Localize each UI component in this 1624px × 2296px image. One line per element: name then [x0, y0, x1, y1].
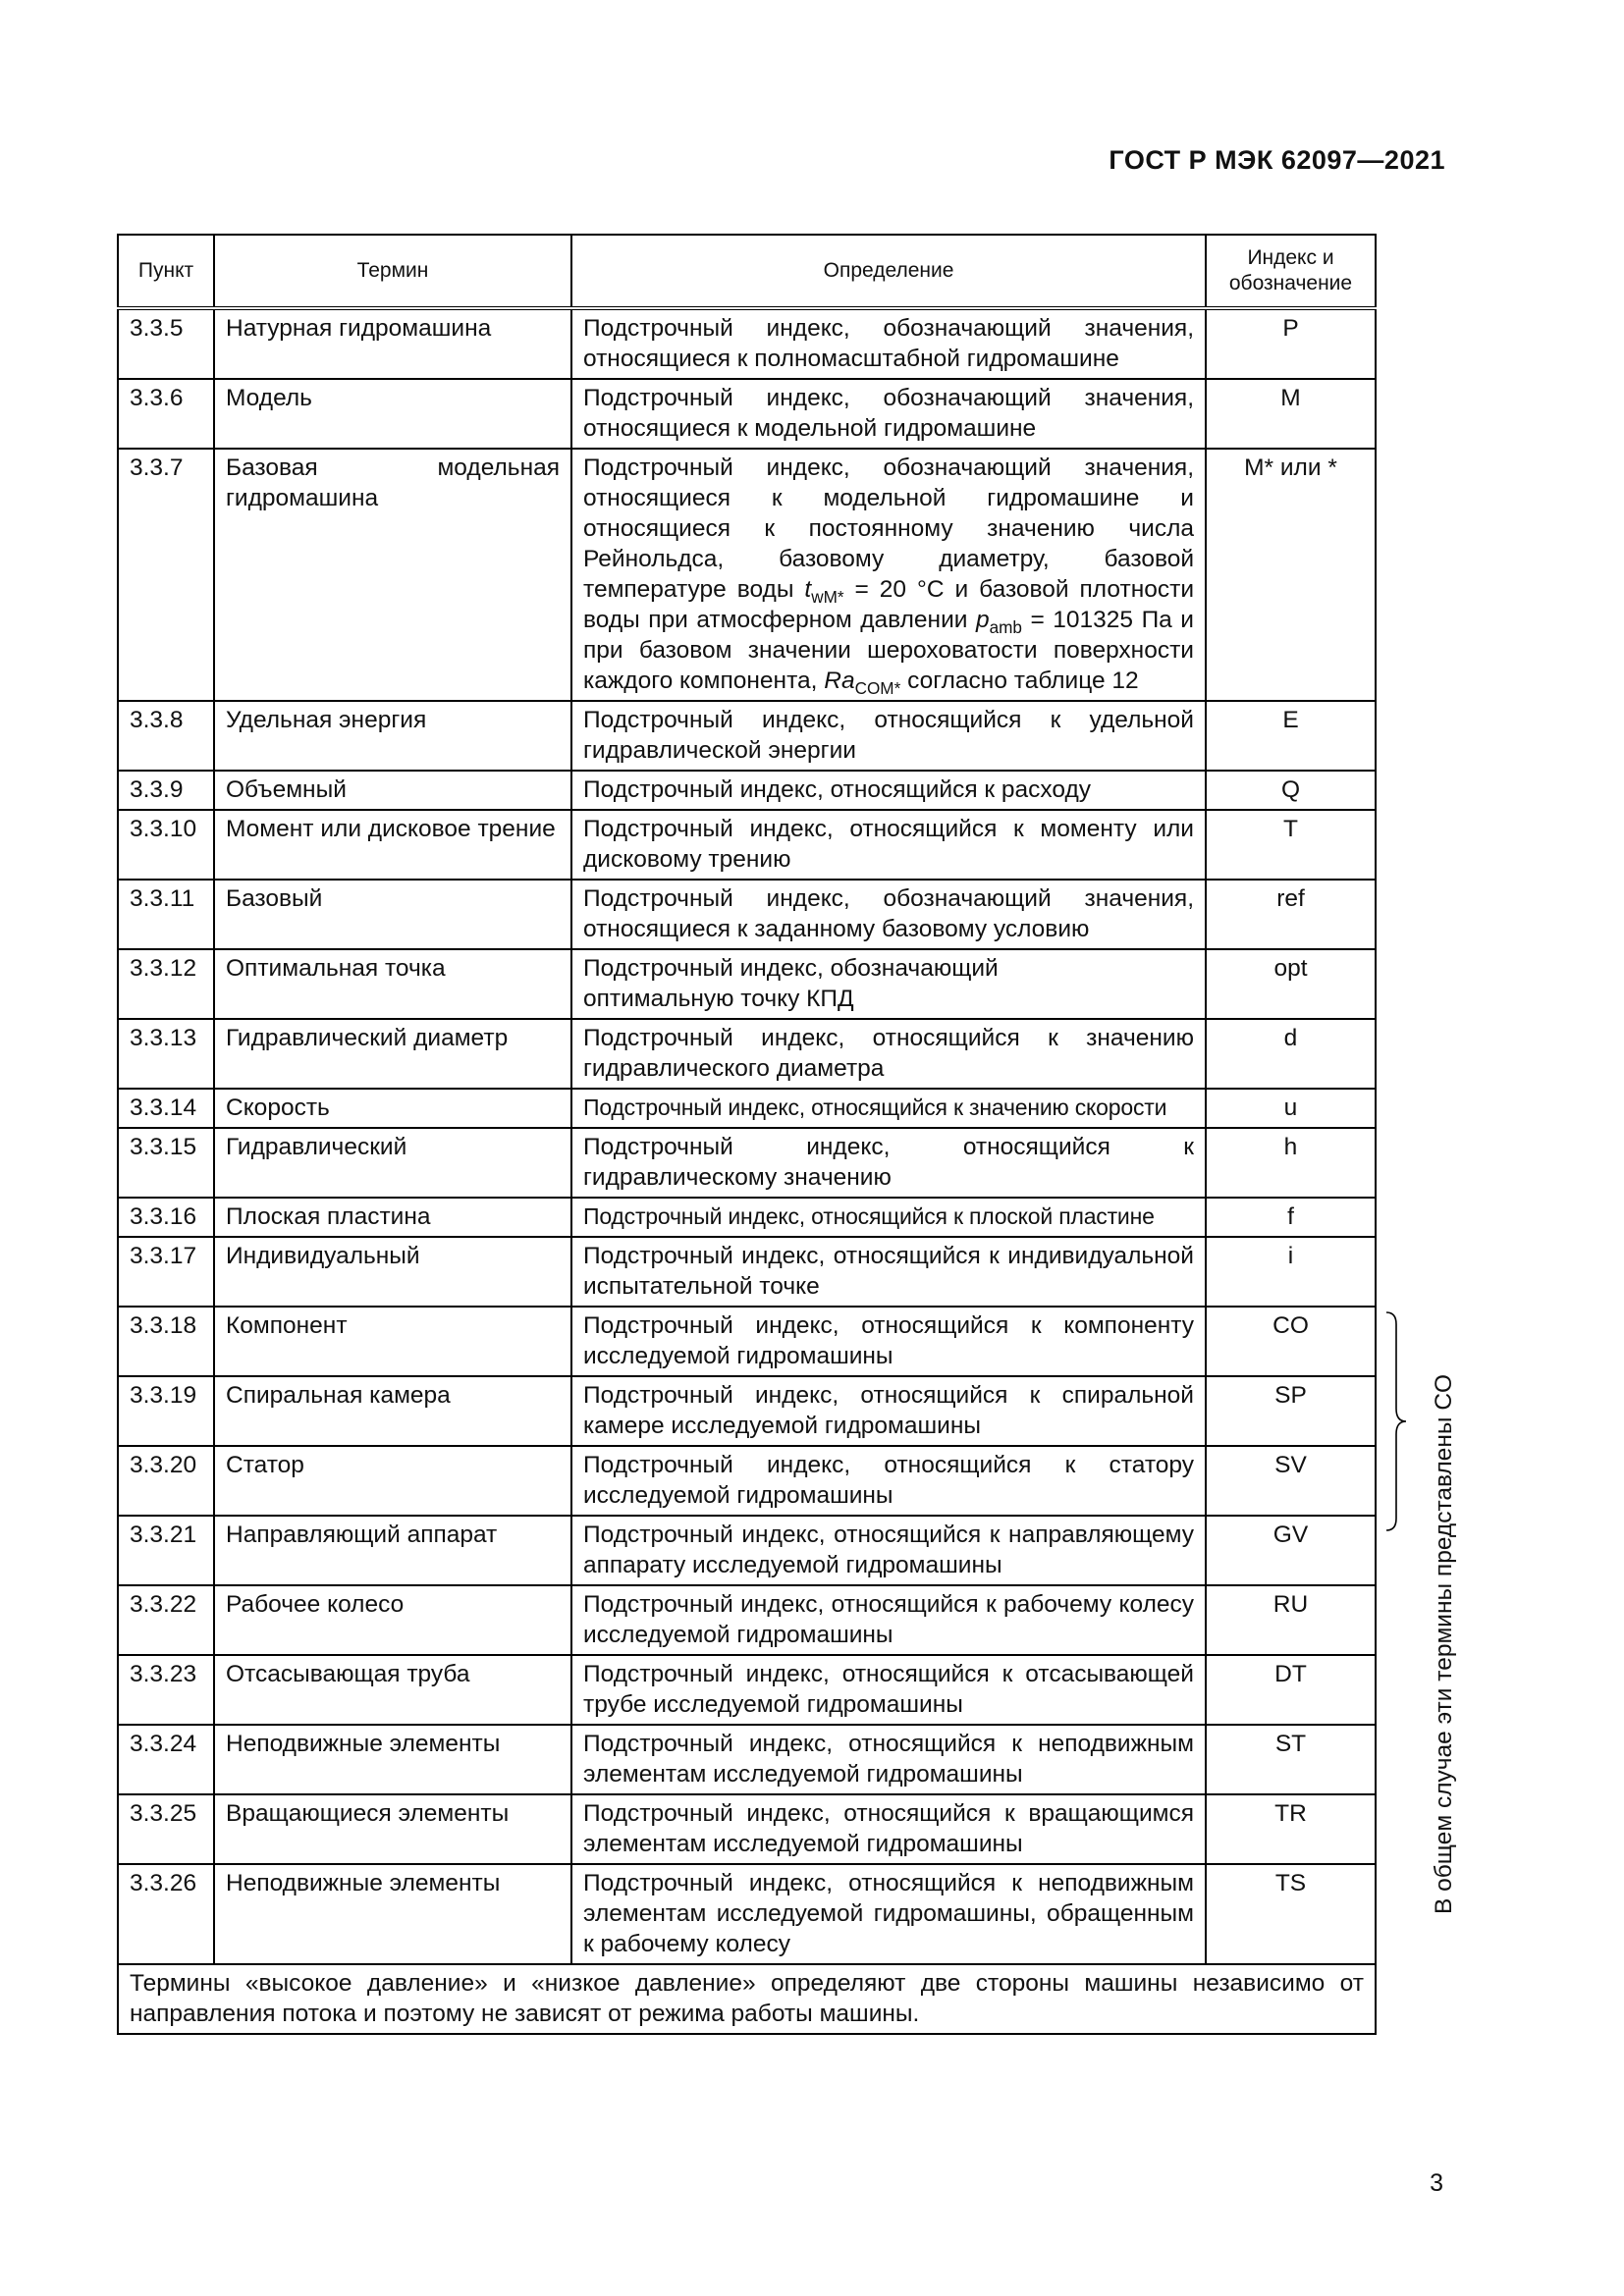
symbol-cell: CO	[1206, 1307, 1376, 1376]
definition-cell: Подстрочный индекс, относящийся к удельной гидравлической энергии	[571, 701, 1206, 771]
terms-table	[117, 234, 1377, 2035]
symbol-cell: TR	[1206, 1794, 1376, 1864]
symbol-cell: RU	[1206, 1585, 1376, 1655]
table-row	[118, 1307, 1376, 1376]
item-number: 3.3.14	[118, 1089, 214, 1128]
item-number: 3.3.15	[118, 1128, 214, 1198]
item-number: 3.3.6	[118, 379, 214, 449]
table-footnote: Термины «высокое давление» и «низкое давление» определяют две стороны машины независимо от направления потока и поэтому не зависят от режима работы машины.	[118, 1964, 1376, 2034]
roughness-subscript: COM*	[854, 678, 901, 698]
roughness-symbol: Ra	[824, 667, 855, 694]
table-row	[118, 1794, 1376, 1864]
table-row	[118, 449, 1376, 701]
definition-cell: Подстрочный индекс, относящийся к неподвижным элементам исследуемой гидромашины, обращенным к рабочему колесу	[571, 1864, 1206, 1964]
symbol-cell: opt	[1206, 949, 1376, 1019]
symbol-cell: d	[1206, 1019, 1376, 1089]
symbol-cell: TS	[1206, 1864, 1376, 1964]
definition-cell: Подстрочный индекс, относящийся к отсасывающей трубе исследуемой гидромашины	[571, 1655, 1206, 1725]
definition-text: = 20 °C и базовой плотности воды при атмосферном давлении	[583, 576, 1195, 633]
symbol-cell: GV	[1206, 1516, 1376, 1585]
definition-cell: Подстрочный индекс, относящийся к расходу	[571, 771, 1206, 810]
page-number: 3	[1430, 2169, 1443, 2197]
table-row	[118, 1516, 1376, 1585]
term-cell: Базовая модельная гидромашина	[214, 449, 571, 701]
definition-cell: Подстрочный индекс, относящийся к моменту или дисковому трению	[571, 810, 1206, 880]
item-number: 3.3.24	[118, 1725, 214, 1794]
term-cell: Гидравлический	[214, 1128, 571, 1198]
term-cell: Модель	[214, 379, 571, 449]
term-cell: Рабочее колесо	[214, 1585, 571, 1655]
item-number: 3.3.9	[118, 771, 214, 810]
term-cell: Индивидуальный	[214, 1237, 571, 1307]
pressure-symbol: p	[975, 607, 990, 633]
temperature-subscript: wM*	[811, 587, 844, 607]
definition-cell: Подстрочный индекс, относящийся к значению скорости	[571, 1089, 1206, 1128]
symbol-cell: h	[1206, 1128, 1376, 1198]
symbol-cell: SP	[1206, 1376, 1376, 1446]
definition-text: согласно таблице 12	[900, 667, 1139, 694]
table-row	[118, 308, 1376, 379]
symbol-cell: M* или *	[1206, 449, 1376, 701]
item-number: 3.3.11	[118, 880, 214, 949]
term-cell: Удельная энергия	[214, 701, 571, 771]
table-row	[118, 771, 1376, 810]
definition-cell: Подстрочный индекс, относящийся к компоненту исследуемой гидромашины	[571, 1307, 1206, 1376]
definition-text: Подстрочный индекс, обозначающий оптимальную точку КПД	[583, 955, 999, 1012]
item-number: 3.3.20	[118, 1446, 214, 1516]
table-row	[118, 1864, 1376, 1964]
definition-cell: Подстрочный индекс, относящийся к вращающимся элементам исследуемой гидромашины	[571, 1794, 1206, 1864]
symbol-cell: ST	[1206, 1725, 1376, 1794]
symbol-cell: Q	[1206, 771, 1376, 810]
table-row	[118, 1585, 1376, 1655]
right-brace-icon	[1384, 1310, 1408, 1532]
symbol-cell: T	[1206, 810, 1376, 880]
item-number: 3.3.8	[118, 701, 214, 771]
symbol-cell: DT	[1206, 1655, 1376, 1725]
definition-cell: Подстрочный индекс, относящийся к значению гидравлического диаметра	[571, 1019, 1206, 1089]
table-row	[118, 1198, 1376, 1237]
definition-cell: Подстрочный индекс, относящийся к статору исследуемой гидромашины	[571, 1446, 1206, 1516]
symbol-cell: SV	[1206, 1446, 1376, 1516]
term-cell: Компонент	[214, 1307, 571, 1376]
definition-cell: Подстрочный индекс, относящийся к направляющему аппарату исследуемой гидромашины	[571, 1516, 1206, 1585]
term-cell: Спиральная камера	[214, 1376, 571, 1446]
definition-text: = 101325 Па и при базовом значении шероховатости поверхности каждого компонента,	[583, 607, 1194, 694]
term-cell: Натурная гидромашина	[214, 308, 571, 379]
definition-text: Подстрочный индекс, обозначающий значения, относящиеся к модельной гидромашине и относящиеся к постоянному значению числа Рейнольдса, базовому диаметру, базовой температуре воды	[583, 454, 1194, 603]
item-number: 3.3.18	[118, 1307, 214, 1376]
table-header-row	[118, 235, 1376, 308]
symbol-cell: u	[1206, 1089, 1376, 1128]
table-row	[118, 880, 1376, 949]
definition-cell: Подстрочный индекс, относящийся к неподвижным элементам исследуемой гидромашины	[571, 1725, 1206, 1794]
item-number: 3.3.13	[118, 1019, 214, 1089]
definition-cell: Подстрочный индекс, обозначающий значения, относящиеся к заданному базовому условию	[571, 880, 1206, 949]
item-number: 3.3.19	[118, 1376, 214, 1446]
symbol-cell: P	[1206, 308, 1376, 379]
definition-cell: Подстрочный индекс, обозначающий значения, относящиеся к модельной гидромашине	[571, 379, 1206, 449]
definition-cell	[571, 949, 1206, 1019]
table-row	[118, 1725, 1376, 1794]
symbol-cell: f	[1206, 1198, 1376, 1237]
item-number: 3.3.10	[118, 810, 214, 880]
item-number: 3.3.5	[118, 308, 214, 379]
term-cell: Гидравлический диаметр	[214, 1019, 571, 1089]
item-number: 3.3.23	[118, 1655, 214, 1725]
term-cell: Статор	[214, 1446, 571, 1516]
symbol-cell: ref	[1206, 880, 1376, 949]
table-row	[118, 1655, 1376, 1725]
side-note-text: В общем случае эти термины представлены CO	[1431, 1373, 1457, 1914]
symbol-cell: M	[1206, 379, 1376, 449]
term-cell: Отсасывающая труба	[214, 1655, 571, 1725]
term-cell: Вращающиеся элементы	[214, 1794, 571, 1864]
column-header-term: Термин	[214, 235, 571, 308]
definition-cell: Подстрочный индекс, обозначающий значения, относящиеся к полномасштабной гидромашине	[571, 308, 1206, 379]
pressure-subscript: amb	[989, 617, 1022, 637]
term-cell: Плоская пластина	[214, 1198, 571, 1237]
term-cell: Неподвижные элементы	[214, 1864, 571, 1964]
definition-cell: Подстрочный индекс, относящийся к индивидуальной испытательной точке	[571, 1237, 1206, 1307]
item-number: 3.3.16	[118, 1198, 214, 1237]
column-header-symbol: Индекс и обозначение	[1206, 235, 1376, 308]
item-number: 3.3.26	[118, 1864, 214, 1964]
term-cell: Момент или дисковое трение	[214, 810, 571, 880]
table-row	[118, 949, 1376, 1019]
symbol-cell: i	[1206, 1237, 1376, 1307]
table-row	[118, 1237, 1376, 1307]
table-row	[118, 1376, 1376, 1446]
term-cell: Неподвижные элементы	[214, 1725, 571, 1794]
definition-cell: Подстрочный индекс, относящийся к гидравлическому значению	[571, 1128, 1206, 1198]
item-number: 3.3.17	[118, 1237, 214, 1307]
table-row	[118, 1019, 1376, 1089]
definition-cell: Подстрочный индекс, относящийся к спиральной камере исследуемой гидромашины	[571, 1376, 1206, 1446]
item-number: 3.3.12	[118, 949, 214, 1019]
table-row	[118, 1128, 1376, 1198]
term-cell: Оптимальная точка	[214, 949, 571, 1019]
item-number: 3.3.7	[118, 449, 214, 701]
item-number: 3.3.22	[118, 1585, 214, 1655]
document-title: ГОСТ Р МЭК 62097—2021	[1109, 145, 1445, 175]
definition-cell: Подстрочный индекс, относящийся к плоской пластине	[571, 1198, 1206, 1237]
term-cell: Базовый	[214, 880, 571, 949]
table-row	[118, 701, 1376, 771]
temperature-symbol: t	[804, 576, 812, 603]
item-number: 3.3.25	[118, 1794, 214, 1864]
term-cell: Направляющий аппарат	[214, 1516, 571, 1585]
term-cell: Объемный	[214, 771, 571, 810]
definition-cell	[571, 449, 1206, 701]
table-row	[118, 1446, 1376, 1516]
term-cell: Скорость	[214, 1089, 571, 1128]
table-row	[118, 810, 1376, 880]
column-header-definition: Определение	[571, 235, 1206, 308]
table-row	[118, 379, 1376, 449]
symbol-cell: E	[1206, 701, 1376, 771]
column-header-item: Пункт	[118, 235, 214, 308]
definition-cell: Подстрочный индекс, относящийся к рабочему колесу исследуемой гидромашины	[571, 1585, 1206, 1655]
item-number: 3.3.21	[118, 1516, 214, 1585]
table-footnote-row	[118, 1964, 1376, 2034]
table-row	[118, 1089, 1376, 1128]
